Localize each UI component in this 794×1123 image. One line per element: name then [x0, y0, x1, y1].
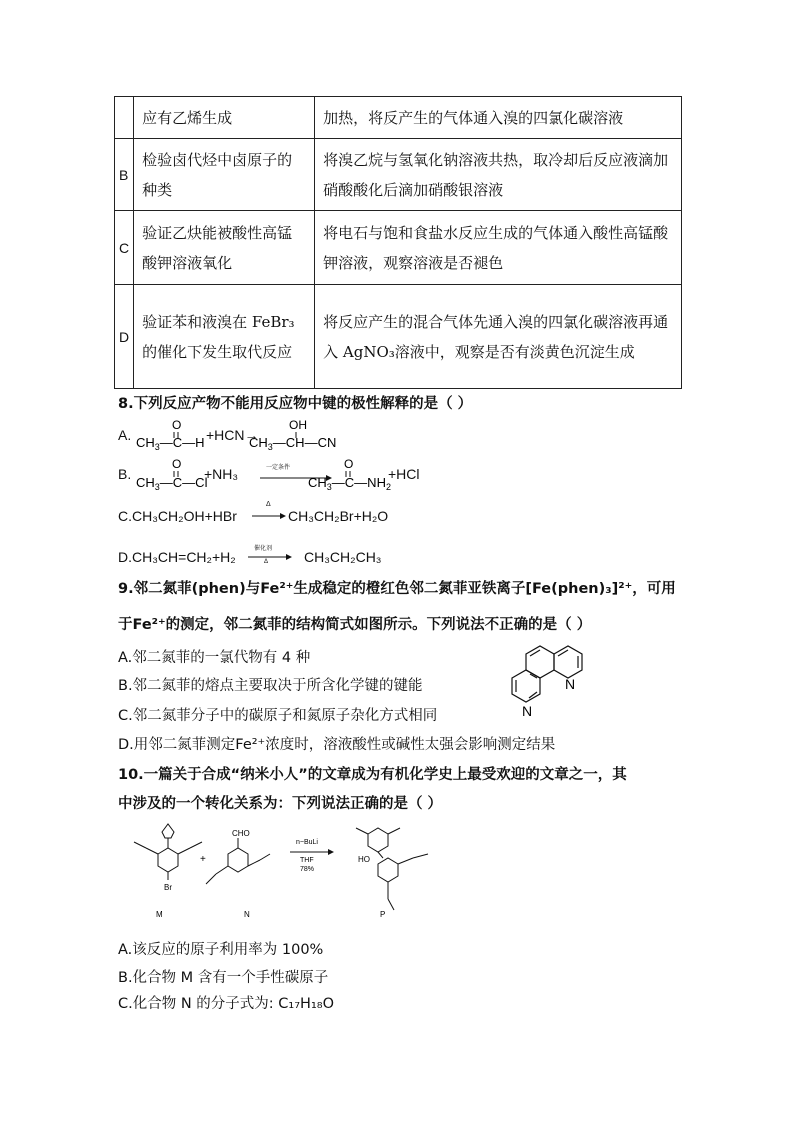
phenanthroline-structure — [488, 636, 608, 726]
question-8-title: 8.下列反应产物不能用反应物中键的极性解释的是（ ） — [118, 396, 473, 412]
group-cho: CHO — [232, 829, 250, 838]
reaction-text: CH₃CH₂CH₃ — [304, 549, 382, 565]
compound-label-n: N — [244, 910, 250, 919]
row-method: 加热，将反产生的气体通入溴的四氯化碳溶液 — [315, 97, 682, 139]
yield-label: 78% — [300, 866, 315, 873]
row-key: D — [115, 285, 134, 389]
question-10-line2: 中涉及的一个转化关系为：下列说法正确的是（ ） — [118, 796, 443, 812]
reaction-scheme — [118, 814, 518, 919]
atom-n: N — [522, 703, 533, 719]
row-key: C — [115, 211, 134, 285]
row-purpose: 验证乙炔能被酸性高锰酸钾溶液氧化 — [134, 211, 315, 285]
q9-option-b: B.邻二氮菲的熔点主要取决于所含化学键的键能 — [118, 678, 423, 694]
reaction-text: D.CH₃CH=CH₂+H₂ — [118, 549, 236, 565]
row-purpose: 检验卤代烃中卤原子的种类 — [134, 139, 315, 211]
table-row — [115, 211, 682, 285]
q10-option-c: C.化合物 N 的分子式为: C₁₇H₁₈O — [118, 996, 334, 1012]
q8-a-structure — [134, 418, 384, 452]
q8-option-a — [118, 418, 678, 452]
atom-br: Br — [164, 883, 172, 892]
svg-text:CH3—C—NH2: $CH_3—C—NH_2$ — [308, 475, 391, 492]
compound-label-m: M — [156, 910, 163, 919]
row-method: 将溴乙烷与氢氧化钠溶液共热，取冷却后反应液滴加硝酸酸化后滴加硝酸银溶液 — [315, 139, 682, 211]
compound-label-p: P — [380, 910, 386, 919]
q8-option-c — [118, 501, 678, 528]
question-9-line1: 9.邻二氮菲(phen)与Fe²⁺生成稳定的橙红色邻二氮菲亚铁离子[Fe(phen)₃]²⁺，可用 — [118, 581, 676, 597]
q10-option-a: A.该反应的原子利用率为 100% — [118, 942, 324, 958]
q9-option-d: D.用邻二氮菲测定Fe²⁺浓度时，溶液酸性或碱性太强会影响测定结果 — [118, 737, 556, 753]
plus-sign: + — [200, 854, 206, 865]
reaction-condition: 催化剂 — [254, 546, 273, 552]
reaction-arrow — [250, 506, 290, 526]
q9-option-a: A.邻二氮菲的一氯代物有 4 种 — [118, 650, 311, 666]
svg-text:CH3—CH—CN: $CH_3—CH—CN$ — [249, 435, 337, 452]
svg-text:O: O — [172, 418, 182, 432]
svg-text:CH3—C—Cl: $CH_3—C—Cl$ — [136, 475, 208, 492]
row-purpose: 应有乙烯生成 — [134, 97, 315, 139]
experiment-table — [114, 96, 682, 389]
svg-text:O: O — [344, 457, 354, 471]
q10-option-b: B.化合物 M 含有一个手性碳原子 — [118, 970, 329, 986]
question-10-line1: 10.一篇关于合成“纳米小人”的文章成为有机化学史上最受欢迎的文章之一，其 — [118, 767, 627, 783]
table-row — [115, 285, 682, 389]
reaction-text: +NH₃ — [204, 466, 239, 482]
row-key — [115, 97, 134, 139]
reaction-text: +HCN→ — [206, 427, 259, 443]
q9-option-c: C.邻二氮菲分子中的碳原子和氮原子杂化方式相同 — [118, 708, 438, 724]
solvent-label: THF — [300, 857, 314, 864]
option-label: B. — [118, 466, 132, 482]
q8-option-d — [118, 547, 678, 569]
reaction-text: CH₃CH₂Br+H₂O — [288, 508, 389, 524]
reaction-condition: 一定条件 — [266, 465, 291, 471]
reaction-condition: Δ — [264, 559, 269, 565]
svg-text:O: O — [172, 457, 182, 471]
q8-option-b — [118, 456, 678, 492]
group-ho: HO — [358, 855, 370, 864]
row-method: 将电石与饱和食盐水反应生成的气体通入酸性高锰酸钾溶液，观察溶液是否褪色 — [315, 211, 682, 285]
reagent-label: n−BuLi — [296, 839, 318, 846]
reaction-text: C.CH₃CH₂OH+HBr — [118, 508, 237, 524]
svg-text:CH3—C—H: $CH_3—C—H$ — [136, 435, 205, 452]
atom-n: N — [565, 676, 576, 692]
table-row — [115, 139, 682, 211]
reaction-text: +HCl — [388, 466, 420, 482]
table-row — [115, 97, 682, 139]
row-method: 将反应产生的混合气体先通入溴的四氯化碳溶液再通入 AgNO₃溶液中，观察是否有淡黄色沉淀生成 — [315, 285, 682, 389]
option-label: A. — [118, 427, 132, 443]
reaction-condition: Δ — [266, 501, 271, 508]
row-purpose: 验证苯和液溴在 FeBr₃的催化下发生取代反应 — [134, 285, 315, 389]
svg-text:OH: OH — [289, 418, 307, 432]
question-9-line2: 于Fe²⁺的测定，邻二氮菲的结构简式如图所示。下列说法不正确的是（ ） — [118, 617, 592, 633]
row-key: B — [115, 139, 134, 211]
